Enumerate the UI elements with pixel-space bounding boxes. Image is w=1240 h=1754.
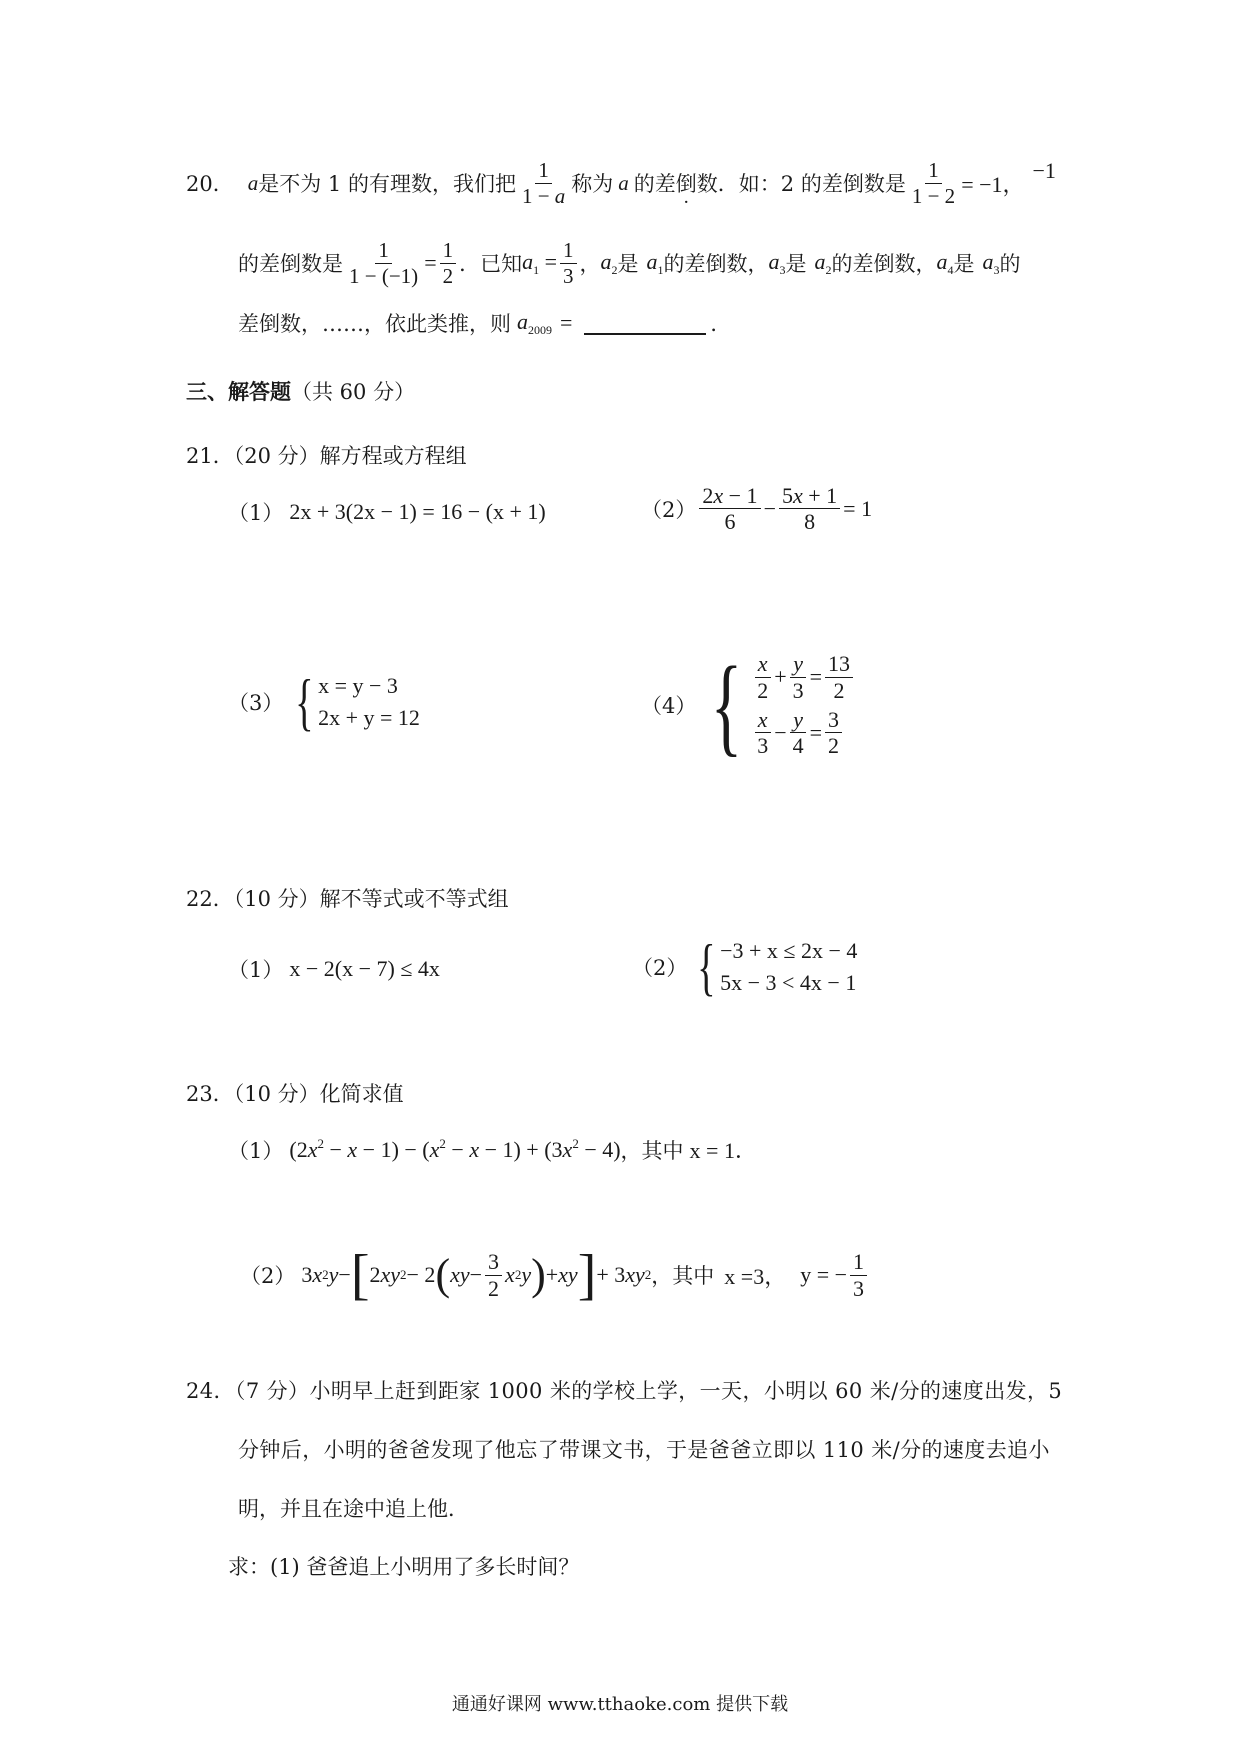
q20-number: 20． bbox=[186, 172, 234, 196]
fraction-2x-1-over-6: $\frac{2x - 1}{6}$ bbox=[699, 483, 760, 535]
q20-line2: 的差倒数是 $\frac{1}{1 - (-1)}$ = $\frac{1}{2}$ ．已知 $a_1$ = $\frac{1}{3}$ ， $a_2$ 是 $a_1$ 的差倒数， $a_3$ 是 $a_2$ 的差倒数， $a_4$ 是 $a_3$ 的 bbox=[238, 238, 1021, 288]
var-a: a bbox=[247, 170, 259, 195]
fraction-1-3: $\frac{1}{3}$ bbox=[850, 1249, 867, 1301]
q20-text5: = −1， bbox=[961, 171, 1025, 197]
q21-part3 bbox=[228, 666, 420, 737]
brace: { bbox=[710, 644, 743, 766]
q20-line2-c: ， bbox=[579, 252, 601, 276]
q20-line2-d: 是 bbox=[617, 252, 639, 276]
q20-line3-end: ． bbox=[710, 312, 732, 336]
q21-part4-eq1: $\frac{x}{2}$ + $\frac{y}{3}$ = $\frac{13}{2}$ bbox=[751, 651, 856, 703]
q20-line2-b: ．已知 bbox=[459, 252, 523, 276]
q24-line3: 明，并且在途中追上他． bbox=[238, 1497, 469, 1521]
q20-text2: 称为 bbox=[571, 172, 614, 196]
q20-line2-g: 的 bbox=[999, 252, 1021, 276]
q24-line1: 24．（7 分）小明早上赶到距家 1000 米的学校上学，一天，小明以 60 米/分的速度出发，5 bbox=[186, 1379, 1063, 1403]
q22-part2-ineq1: −3 + x ≤ 2x − 4 bbox=[720, 938, 858, 963]
fraction-1-over-1-minus-neg1: $\frac{1}{1 - (-1)}$ bbox=[349, 238, 419, 288]
q23-part1-cond: ，其中 bbox=[620, 1138, 684, 1163]
q21-part2-label: （2） bbox=[641, 497, 697, 522]
q21-part3-label: （3） bbox=[228, 691, 284, 715]
fraction-1-over-1-minus-a: $\frac{1}{1 - a}$ bbox=[521, 158, 566, 208]
q20-text3: 的 bbox=[633, 172, 655, 196]
fraction-5x-1-over-8: $\frac{5x + 1}{8}$ bbox=[779, 483, 840, 535]
q23-part2-x-value: x =3， bbox=[724, 1263, 787, 1289]
q22-part2 bbox=[632, 931, 858, 1002]
term-reciprocal-difference: 差倒数 · bbox=[655, 168, 718, 198]
q22-part1-label: （1） bbox=[228, 958, 284, 982]
q21-part3-eq2: 2x + y = 12 bbox=[318, 705, 420, 730]
q20-line1 bbox=[186, 148, 1056, 218]
footer: 通通好课网 www.tthaoke.com 提供下载 bbox=[451, 1694, 789, 1715]
q21-part2: （2） $\frac{2x - 1}{6}$ − $\frac{5x + 1}{8}$ = 1 bbox=[641, 483, 873, 535]
q20-line3: 差倒数，……，依此类推，则 $a_{2009}$ = ． bbox=[238, 308, 732, 337]
q24-line2: 分钟后，小明的爸爸发现了他忘了带课文书，于是爸爸立即以 110 米/分的速度去追小 bbox=[238, 1438, 1050, 1462]
q20-line3-a: 差倒数，……，依此类推，则 bbox=[238, 312, 511, 336]
section-3-score: （共 60 分） bbox=[291, 380, 416, 404]
q23-part2-y-value: y = − bbox=[800, 1262, 848, 1287]
q22-part2-ineq2: 5x − 3 < 4x − 1 bbox=[720, 970, 857, 995]
q21-part4-label: （4） bbox=[641, 694, 697, 718]
q21-part4 bbox=[641, 644, 856, 766]
var-a: a bbox=[618, 170, 629, 195]
a1-term: $a_1$ = bbox=[522, 248, 558, 277]
q22-part2-system bbox=[691, 931, 858, 1002]
q21-part1 bbox=[228, 497, 546, 527]
q21-part4-system bbox=[700, 644, 856, 766]
q21-part3-system bbox=[289, 666, 420, 737]
q23-part1-expression: $(2x^2 - x - 1) - (x^2 - x - 1) + (3x^2 - 4)$ bbox=[289, 1136, 621, 1162]
q22-part1 bbox=[228, 954, 440, 984]
q20-line2-e: 的差倒数， bbox=[663, 252, 769, 276]
q20-line2-f: 的差倒数， bbox=[831, 252, 937, 276]
q23-part2-label: （2） bbox=[240, 1264, 296, 1288]
q20-text1: 是不为 1 的有理数，我们把 bbox=[258, 172, 516, 196]
q23-header: 23．（10 分）化简求值 bbox=[186, 1082, 404, 1106]
q23-part1-label: （1） bbox=[228, 1138, 284, 1163]
q24-line4: 求：(1) 爸爸追上小明用了多长时间？ bbox=[228, 1555, 580, 1579]
q21-part1-equation: 2x + 3(2x − 1) = 16 − (x + 1) bbox=[289, 499, 546, 524]
fraction-1-3: $\frac{1}{3}$ bbox=[560, 238, 577, 287]
brace: { bbox=[295, 666, 314, 737]
q20-line2-a: 的差倒数是 bbox=[238, 252, 343, 276]
q23-part2 bbox=[240, 1240, 870, 1310]
q22-header: 22．（10 分）解不等式或不等式组 bbox=[186, 887, 509, 911]
q23-part2-cond: ，其中 bbox=[651, 1264, 715, 1288]
section-3-title: 三、解答题 bbox=[186, 380, 291, 404]
fraction-1-2: $\frac{1}{2}$ bbox=[440, 238, 457, 287]
answer-blank bbox=[584, 311, 706, 335]
q23-part1 bbox=[228, 1134, 757, 1165]
section-3-heading bbox=[186, 376, 415, 406]
q22-part1-inequality: x − 2(x − 7) ≤ 4x bbox=[289, 956, 440, 981]
q23-part1-value: x = 1． bbox=[689, 1138, 757, 1163]
q21-part4-eq2: $\frac{x}{3}$ − $\frac{y}{4}$ = $\frac{3}{2}$ bbox=[751, 707, 856, 759]
q21-part1-label: （1） bbox=[228, 501, 284, 525]
q20-text6: −1 bbox=[1032, 158, 1056, 183]
q20-text4: ．如：2 的差倒数是 bbox=[717, 172, 906, 196]
q21-part3-eq1: x = y − 3 bbox=[318, 673, 398, 698]
q23-part2-expression: 3 x 2 y − [ 2 xy 2 − 2 ( xy − $\frac{3}{2}$ x 2 y ) + xy ] + 3 xy 2 bbox=[301, 1244, 652, 1306]
equals: = bbox=[560, 310, 573, 335]
q21-header: 21．（20 分）解方程或方程组 bbox=[186, 444, 467, 468]
fraction-1-over-1-minus-2: $\frac{1}{1 - 2}$ bbox=[911, 158, 956, 208]
q22-part2-label: （2） bbox=[632, 956, 688, 980]
brace: { bbox=[697, 931, 716, 1002]
